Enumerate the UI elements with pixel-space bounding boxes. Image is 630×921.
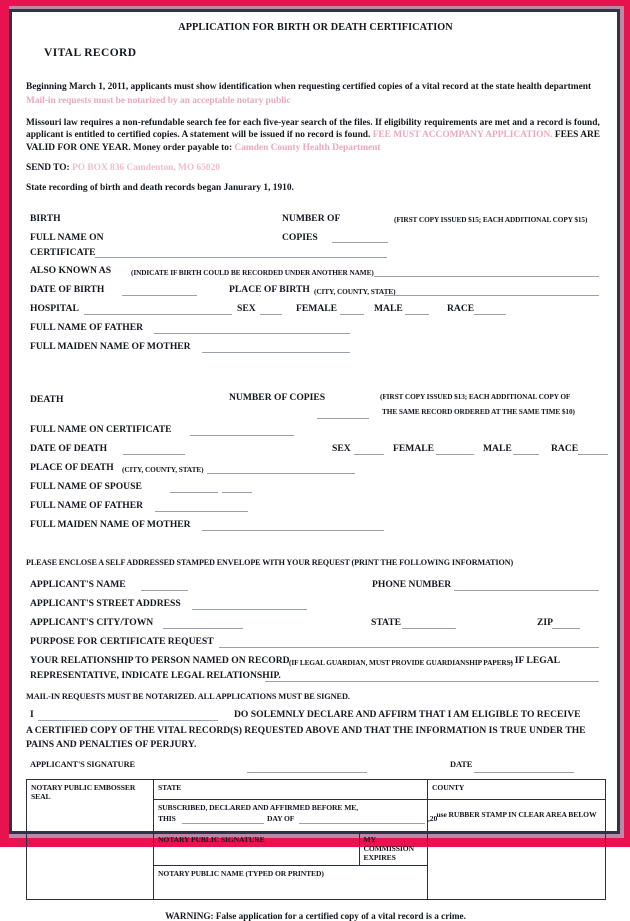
birth-certificate-label: CERTIFICATE <box>30 246 96 258</box>
applicant-signature-input[interactable] <box>247 763 367 773</box>
document-content <box>12 12 617 921</box>
birth-dob-input[interactable] <box>122 286 197 296</box>
death-male-label: MALE <box>483 442 512 454</box>
relationship-label: YOUR RELATIONSHIP TO PERSON NAMED ON RECORD <box>30 654 290 666</box>
notary-subscribed-text: SUBSCRIBED, DECLARED AND AFFIRMED BEFORE ME, <box>158 802 359 812</box>
birth-hospital-row <box>22 302 609 321</box>
birth-race-label: RACE <box>447 302 475 314</box>
death-fullname-row <box>22 423 609 442</box>
notary-dayof-label: DAY OF <box>267 813 295 823</box>
applicant-phone-input[interactable] <box>454 581 599 591</box>
birth-father-label: FULL NAME OF FATHER <box>30 321 144 333</box>
notary-signature-field[interactable] <box>154 832 359 865</box>
notary-name-cell[interactable] <box>154 865 428 899</box>
relationship-note: (IF LEGAL GUARDIAN, MUST PROVIDE GUARDIANSHIP PAPERS) <box>289 657 513 667</box>
birth-mother-label: FULL MAIDEN NAME OF MOTHER <box>30 340 191 352</box>
death-dod-row <box>22 442 609 461</box>
fee-text-a: Missouri law requires a non-refundable search fee for each five-year search of the files. If eligibility requirements are met and a record is found, applicant is entitled to certified copies. A statement will be issued if no record is found. <box>26 117 600 141</box>
birth-fullname-row-1 <box>22 232 609 247</box>
signature-row <box>22 760 609 776</box>
death-father-row <box>22 499 609 518</box>
relationship-input[interactable] <box>265 672 599 682</box>
purpose-label: PURPOSE FOR CERTIFICATE REQUEST <box>30 635 214 647</box>
applicant-street-input[interactable] <box>192 600 307 610</box>
purpose-input[interactable] <box>219 638 599 648</box>
intro-paragraph-1 <box>26 81 609 93</box>
envelope-instruction: PLEASE ENCLOSE A SELF ADDRESSED STAMPED ENVELOPE WITH YOUR REQUEST (PRINT THE FOLLOWING INFORMATION) <box>26 557 514 567</box>
applicant-name-input[interactable] <box>141 581 188 591</box>
death-heading: DEATH <box>30 393 64 405</box>
relationship-row-2 <box>22 669 609 686</box>
notary-signature-cell <box>154 831 428 865</box>
notary-dayof-input[interactable] <box>299 814 425 824</box>
declaration-line-1 <box>22 709 609 725</box>
notary-date-line <box>154 813 438 828</box>
intro-line-1: Beginning March 1, 2011, applicants must show identification when requesting certified copies of a vital record at the state health department <box>26 82 592 92</box>
birth-place-input[interactable] <box>384 286 599 296</box>
notary-table <box>26 779 606 900</box>
birth-fullname-row-2 <box>22 247 609 264</box>
notary-county-label: COUNTY <box>432 782 465 792</box>
death-dod-input[interactable] <box>123 445 185 455</box>
declaration-body-3: PAINS AND PENALTIES OF PERJURY. <box>26 738 197 750</box>
birth-heading: BIRTH <box>30 212 61 224</box>
applicant-zip-input[interactable] <box>552 619 580 629</box>
death-copies-input[interactable] <box>317 409 369 419</box>
death-place-input[interactable] <box>207 464 355 474</box>
signature-date-label: DATE <box>450 759 473 769</box>
applicant-city-input[interactable] <box>163 619 243 629</box>
birth-mother-row <box>22 340 609 359</box>
birth-dob-row <box>22 283 609 302</box>
birth-section-header-row <box>22 213 609 232</box>
send-to-address: PO BOX 836 Camdenton, MO 65020 <box>72 163 220 174</box>
birth-copies-label-2: COPIES <box>282 231 318 243</box>
purpose-row <box>22 635 609 654</box>
death-father-input[interactable] <box>155 502 248 512</box>
death-mother-row <box>22 518 609 537</box>
death-fee-note-row-2 <box>22 406 609 423</box>
declaration-body-1: DO SOLEMNLY DECLARE AND AFFIRM THAT I AM ELIGIBLE TO RECEIVE <box>234 708 581 720</box>
birth-aka-note: (INDICATE IF BIRTH COULD BE RECORDED UNDER ANOTHER NAME) <box>131 267 374 277</box>
birth-dob-label: DATE OF BIRTH <box>30 283 105 295</box>
birth-sex-input[interactable] <box>260 305 282 315</box>
commission-label-2: EXPIRES <box>363 852 396 862</box>
fee-text-b: FEES ARE VALID FOR ONE YEAR. Money order payable to: <box>26 130 600 153</box>
birth-race-input[interactable] <box>474 305 506 315</box>
birth-hospital-label: HOSPITAL <box>30 302 79 314</box>
death-place-row <box>22 461 609 480</box>
signature-date-input[interactable] <box>474 763 574 773</box>
birth-aka-label: ALSO KNOWN AS <box>30 264 112 276</box>
birth-copies-input[interactable] <box>332 233 388 243</box>
birth-aka-row <box>22 264 609 283</box>
death-spouse-row <box>22 480 609 499</box>
death-father-label: FULL NAME OF FATHER <box>30 499 144 511</box>
death-mother-label: FULL MAIDEN NAME OF MOTHER <box>30 518 191 530</box>
applicant-city-label: APPLICANT'S CITY/TOWN <box>30 616 154 628</box>
birth-fullname-input[interactable] <box>95 248 387 258</box>
death-female-input[interactable] <box>436 445 474 455</box>
applicant-phone-label: PHONE NUMBER <box>372 578 452 590</box>
death-copies-label: NUMBER OF COPIES <box>229 391 326 403</box>
declaration-body-2: A CERTIFIED COPY OF THE VITAL RECORD(S) REQUESTED ABOVE AND THAT THE INFORMATION IS TRUE UNDER THE <box>26 724 586 736</box>
notary-year-label: ,20 <box>428 813 438 823</box>
applicant-state-label: STATE <box>371 616 402 628</box>
applicant-street-label: APPLICANT'S STREET ADDRESS <box>30 597 181 609</box>
payable-to: Camden County Health Department <box>234 142 381 153</box>
declaration-i-label: I <box>30 708 34 720</box>
birth-male-label: MALE <box>374 302 403 314</box>
state-recording-note: State recording of birth and death records began Janurary 1, 1910. <box>26 183 294 194</box>
notary-signature-subtable <box>154 832 427 865</box>
birth-mother-input[interactable] <box>202 343 350 353</box>
death-sex-input[interactable] <box>354 445 384 455</box>
notary-signature-label: NOTARY PUBLIC SIGNATURE <box>158 834 265 844</box>
death-male-input[interactable] <box>513 445 539 455</box>
relationship-label-tail: . IF LEGAL <box>510 654 561 666</box>
death-fullname-label: FULL NAME ON CERTIFICATE <box>30 423 172 435</box>
birth-father-row <box>22 321 609 340</box>
death-fee-note-1: (FIRST COPY ISSUED $13; EACH ADDITIONAL COPY OF <box>380 391 571 401</box>
death-dod-label: DATE OF DEATH <box>30 442 108 454</box>
death-sex-label: SEX <box>332 442 351 454</box>
birth-place-note: (CITY, COUNTY, STATE) <box>314 286 396 296</box>
send-to-label: SEND TO: <box>26 163 70 174</box>
notary-this-label: THIS <box>158 813 176 823</box>
commission-label-1: MY COMMISSION <box>363 834 414 853</box>
death-race-label: RACE <box>551 442 579 454</box>
notary-this-input[interactable] <box>182 814 264 824</box>
footer-warning: WARNING: False application for a certified copy of a vital record is a crime. <box>165 910 466 921</box>
notarized-notice: MAIL-IN REQUESTS MUST BE NOTARIZED. ALL APPLICATIONS MUST BE SIGNED. <box>26 691 350 701</box>
birth-female-label: FEMALE <box>296 302 338 314</box>
birth-father-input[interactable] <box>154 324 350 334</box>
relationship-row-1 <box>22 654 609 669</box>
birth-place-label: PLACE OF BIRTH <box>229 283 310 295</box>
death-mother-input[interactable] <box>202 521 384 531</box>
relationship-label-2: REPRESENTATIVE, INDICATE LEGAL RELATIONSHIP. <box>30 669 281 681</box>
intro-notary-notice: Mail-in requests must be notarized by an acceptable notary public <box>26 96 291 107</box>
notary-seal-label: NOTARY PUBLIC EMBOSSER SEAL <box>31 782 136 801</box>
notary-state-label: STATE <box>158 782 182 792</box>
birth-fee-note: (FIRST COPY ISSUED $15; EACH ADDITIONAL COPY $15) <box>394 214 588 224</box>
death-spouse-input-2[interactable] <box>222 483 252 493</box>
document-title: APPLICATION FOR BIRTH OR DEATH CERTIFICATION <box>178 22 453 33</box>
birth-male-input[interactable] <box>405 305 429 315</box>
fee-must-accompany: FEE MUST ACCOMPANY APPLICATION. <box>372 130 553 141</box>
send-to-line <box>26 162 609 174</box>
notary-commission-field[interactable] <box>359 832 427 865</box>
birth-aka-input[interactable] <box>374 267 599 277</box>
rubber-stamp-label: use RUBBER STAMP IN CLEAR AREA BELOW <box>436 809 597 819</box>
stamp-clear-area[interactable] <box>428 831 606 899</box>
birth-sex-label: SEX <box>237 302 256 314</box>
applicant-signature-label: APPLICANT'S SIGNATURE <box>30 759 136 769</box>
birth-copies-label-1: NUMBER OF <box>282 212 341 224</box>
notary-name-label: NOTARY PUBLIC NAME (TYPED OR PRINTED) <box>158 868 324 878</box>
notary-subscribed-cell <box>154 799 438 831</box>
death-fee-note-2: THE SAME RECORD ORDERED AT THE SAME TIME $10) <box>382 406 575 416</box>
intro-paragraph-2 <box>26 117 609 154</box>
applicant-zip-label: ZIP <box>537 616 553 628</box>
declaration-name-input[interactable] <box>38 711 218 721</box>
applicant-state-input[interactable] <box>402 619 456 629</box>
applicant-street-row <box>22 597 609 616</box>
notary-state-cell[interactable] <box>154 779 428 799</box>
applicant-name-label: APPLICANT'S NAME <box>30 578 126 590</box>
birth-hospital-input[interactable] <box>84 305 232 315</box>
birth-fullname-label-1: FULL NAME ON <box>30 231 104 243</box>
applicant-city-row <box>22 616 609 635</box>
death-female-label: FEMALE <box>393 442 435 454</box>
document-subtitle: VITAL RECORD <box>44 47 137 59</box>
death-fullname-input[interactable] <box>190 426 294 436</box>
death-place-note: (CITY, COUNTY, STATE) <box>122 464 204 474</box>
birth-female-input[interactable] <box>340 305 364 315</box>
death-spouse-label: FULL NAME OF SPOUSE <box>30 480 142 492</box>
rubber-stamp-cell <box>428 799 606 831</box>
death-spouse-input[interactable] <box>170 483 218 493</box>
death-place-label: PLACE OF DEATH <box>30 461 114 473</box>
notary-seal-cell[interactable] <box>27 779 154 899</box>
notary-county-cell[interactable] <box>428 779 606 799</box>
death-race-input[interactable] <box>578 445 608 455</box>
applicant-name-row <box>22 578 609 597</box>
